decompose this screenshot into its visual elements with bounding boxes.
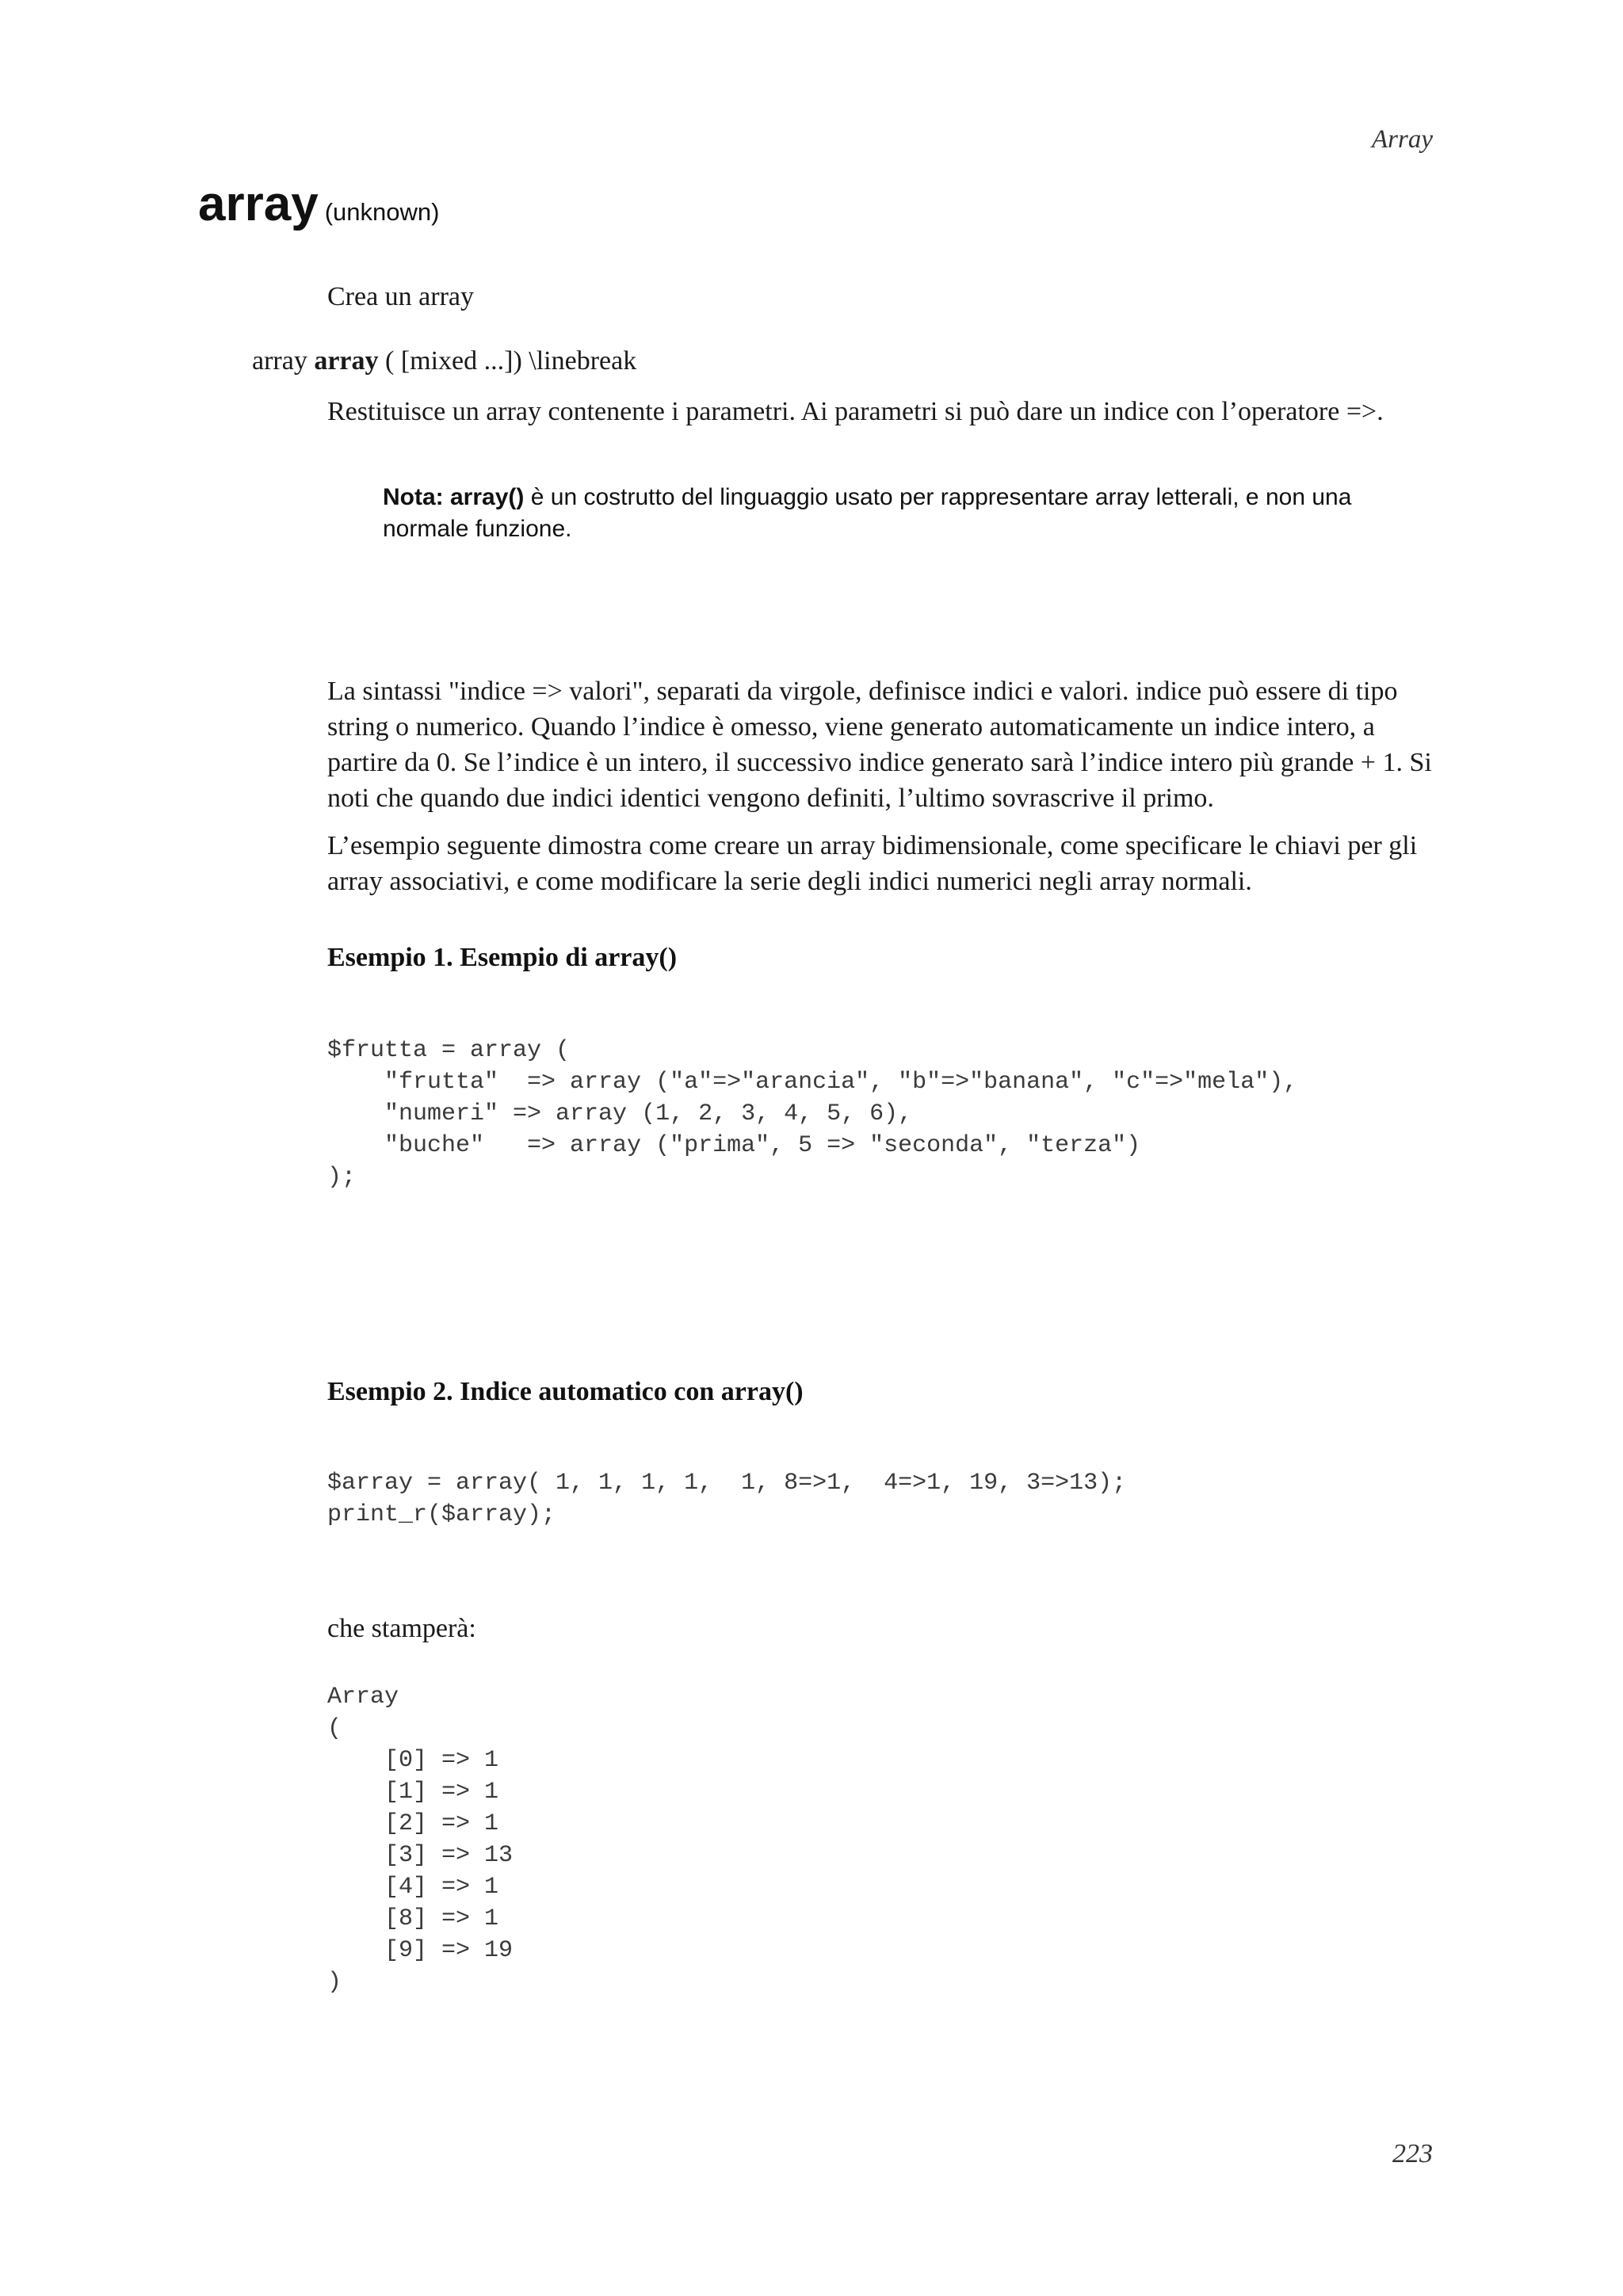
running-header: Array xyxy=(1372,125,1433,154)
syntax-paragraph: La sintassi "indice => valori", separati da virgole, definisce indici e valori. indice può essere di tipo string o numerico. Quando l’indice è omesso, viene generato automaticamente un indice intero, a partire da 0. Se l’indice è un intero, il successivo indice generato sarà l’indice intero più grande + 1. Si noti che quando due indici identici vengono definiti, l’ultimo sovrascrive il primo. xyxy=(327,677,1432,813)
function-name-heading: array xyxy=(198,177,319,231)
note xyxy=(383,482,1429,545)
function-signature xyxy=(252,343,636,379)
output-label: che stamperà: xyxy=(327,1614,476,1643)
note-label: Nota: xyxy=(383,484,444,510)
entry-title xyxy=(198,176,439,232)
note-function: array() xyxy=(450,484,525,510)
return-type: array xyxy=(252,346,307,376)
example-intro-paragraph: L’esempio seguente dimostra come creare un array bidimensionale, come specificare le chiavi per gli array associativi, e come modificare la serie degli indici numerici negli array normali. xyxy=(327,831,1418,896)
example-2-title: Esempio 2. Indice automatico con array() xyxy=(327,1377,804,1406)
version-label: (unknown) xyxy=(324,198,440,226)
example-1-code: $frutta = array ( "frutta" => array ("a"=>"arancia", "b"=>"banana", "c"=>"mela"), "numeri" => array (1, 2, 3, 4, 5, 6), "buche" => array ("prima", 5 => "seconda", "terza") ); xyxy=(327,1037,1298,1191)
example-1-title: Esempio 1. Esempio di array() xyxy=(327,943,678,972)
return-description: Restituisce un array contenente i parametri. Ai parametri si può dare un indice con l’operatore =>. xyxy=(327,397,1384,426)
page-number: 223 xyxy=(1392,2139,1433,2168)
example-2-output: Array ( [0] => 1 [1] => 1 [2] => 1 [3] => 13 [4] => 1 [8] => 1 [9] => 19 ) xyxy=(327,1684,514,1996)
example-2-code: $array = array( 1, 1, 1, 1, 1, 8=>1, 4=>1, 19, 3=>13); print_r($array); xyxy=(327,1470,1127,1528)
signature-function-name: array xyxy=(314,346,379,376)
signature-params: ( [mixed ...]) \linebreak xyxy=(385,346,637,376)
short-description: Crea un array xyxy=(327,282,475,311)
note-text: è un costrutto del linguaggio usato per rappresentare array letterali, e non una normale funzione. xyxy=(383,484,1352,542)
